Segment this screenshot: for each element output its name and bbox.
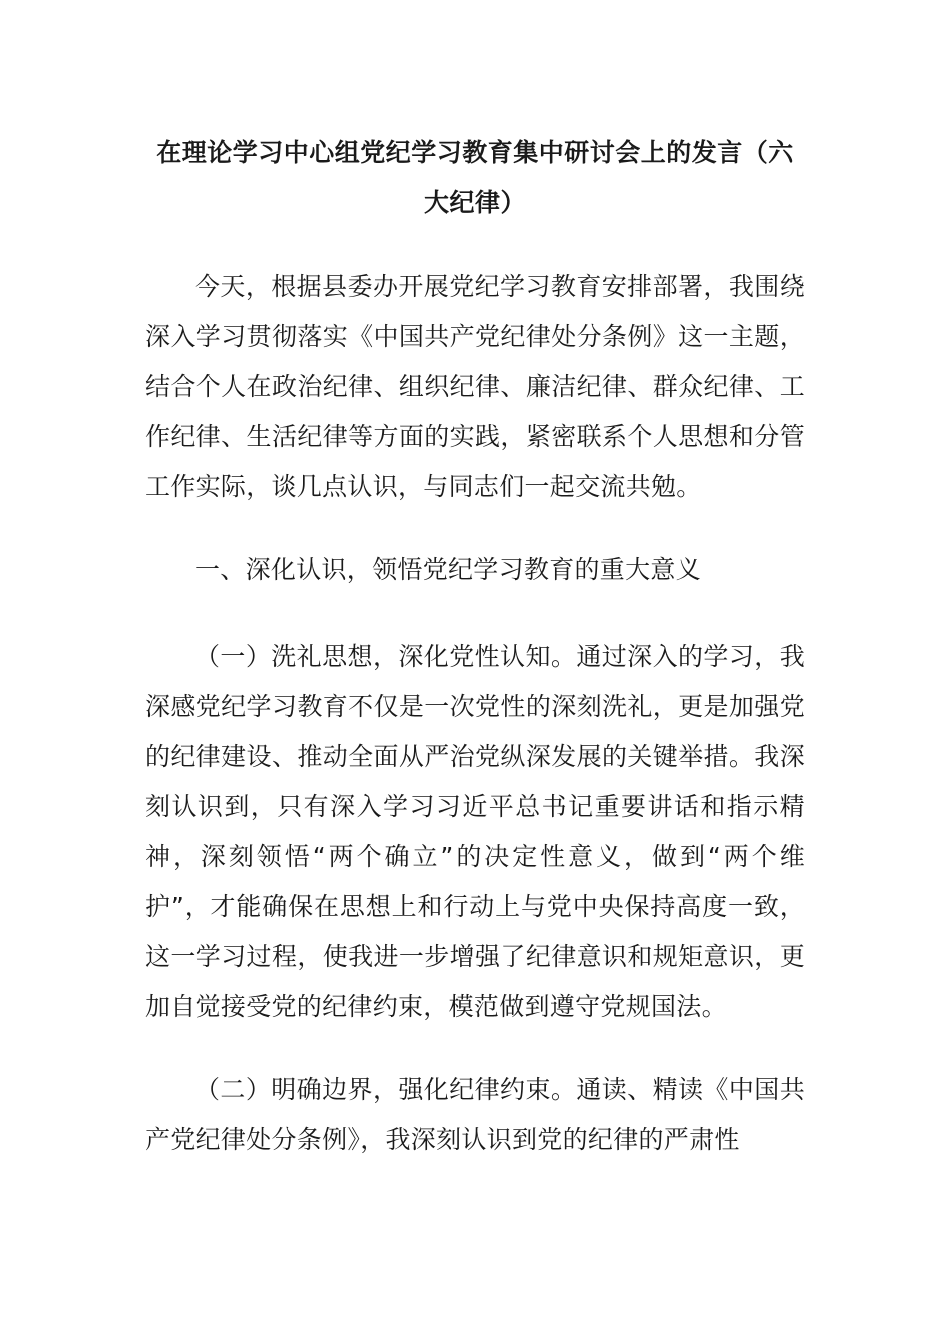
section-2-paragraph: （二）明确边界，强化纪律约束。通读、精读《中国共产党纪律处分条例》，我深刻认识到党的纪律的严肃性: [145, 1075, 805, 1154]
section-1-paragraph: （一）洗礼思想，深化党性认知。通过深入的学习，我深感党纪学习教育不仅是一次党性的深刻洗礼，更是加强党的纪律建设、推动全面从严治党纵深发展的关键举措。我深刻认识到，只有深入学习习近平总书记重要讲话和指示精神，深刻领悟“两个确立”的决定性意义，做到“两个维护”，才能确保在思想上和行动上与党中央保持高度一致，这一学习过程，使我进一步增强了纪律意识和规矩意识，更加自觉接受党的纪律约束，模范做到遵守党规国法。: [145, 642, 805, 1021]
intro-paragraph: 今天，根据县委办开展党纪学习教育安排部署，我围绕深入学习贯彻落实《中国共产党纪律处分条例》这一主题，结合个人在政治纪律、组织纪律、廉洁纪律、群众纪律、工作纪律、生活纪律等方面的实践，紧密联系个人思想和分管工作实际，谈几点认识，与同志们一起交流共勉。: [145, 272, 805, 501]
document-title: 在理论学习中心组党纪学习教育集中研讨会上的发言（六大纪律）: [156, 138, 794, 217]
section-heading-1: 一、深化认识，领悟党纪学习教育的重大意义: [195, 555, 702, 584]
